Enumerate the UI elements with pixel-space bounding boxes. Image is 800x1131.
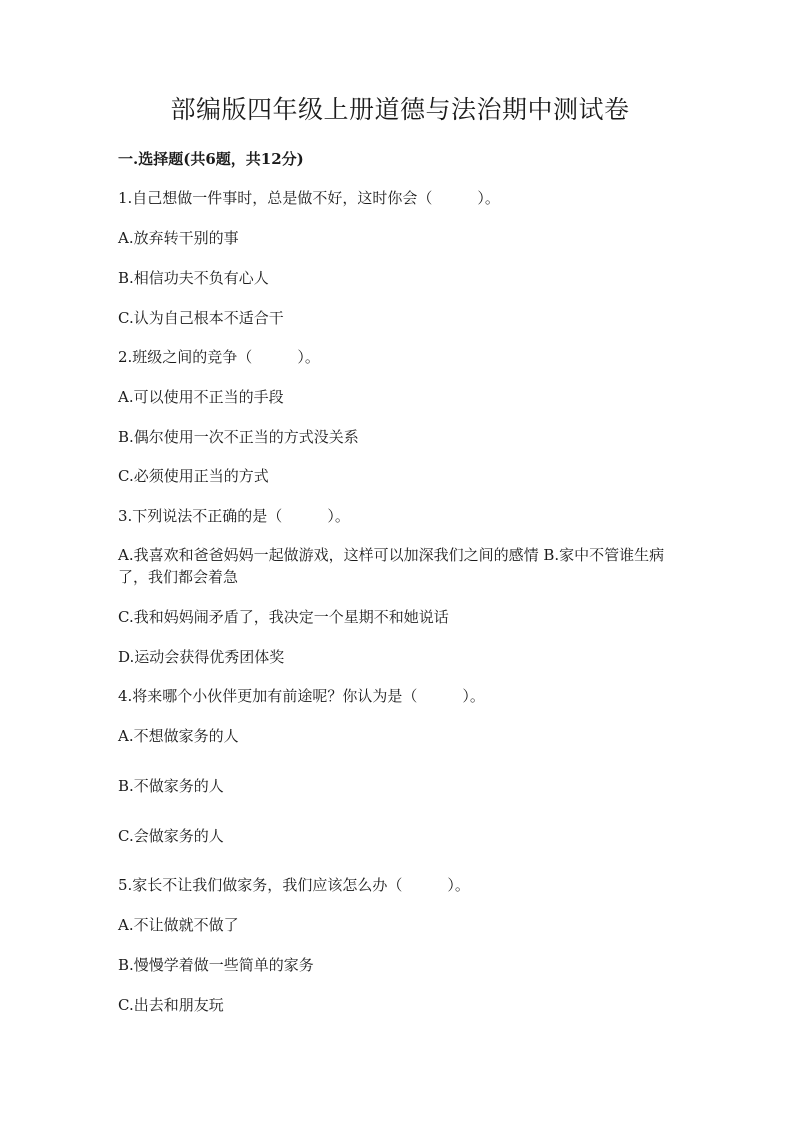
question-1-option-c: C.认为自己根本不适合干 <box>118 309 284 327</box>
question-1-option-a: A.放弃转干别的事 <box>118 229 239 247</box>
question-1-option-b: B.相信功夫不负有心人 <box>118 269 269 287</box>
question-2-option-c: C.必须使用正当的方式 <box>118 467 269 485</box>
section-heading: 一.选择题(共6题，共12分) <box>118 150 304 168</box>
question-4-stem: 4.将来哪个小伙伴更加有前途呢？你认为是（ ）。 <box>118 687 485 705</box>
question-3-option-c: C.我和妈妈闹矛盾了，我决定一个星期不和她说话 <box>118 608 449 626</box>
question-5-option-c: C.出去和朋友玩 <box>118 996 224 1014</box>
question-2-stem: 2.班级之间的竞争（ ）。 <box>118 348 320 366</box>
question-3-option-ab: A.我喜欢和爸爸妈妈一起做游戏，这样可以加深我们之间的感情 B.家中不管谁生病了，我们都会着急 <box>118 546 665 586</box>
question-5-option-b: B.慢慢学着做一些简单的家务 <box>118 956 314 974</box>
question-3-stem: 3.下列说法不正确的是（ ）。 <box>118 507 350 525</box>
page-title: 部编版四年级上册道德与法治期中测试卷 <box>170 95 630 124</box>
question-2-option-a: A.可以使用不正当的手段 <box>118 388 284 406</box>
question-4-option-b: B.不做家务的人 <box>118 777 224 795</box>
question-4-option-c: C.会做家务的人 <box>118 827 224 845</box>
question-4-option-a: A.不想做家务的人 <box>118 727 239 745</box>
question-3-option-d: D.运动会获得优秀团体奖 <box>118 648 285 666</box>
question-1-stem: 1.自己想做一件事时，总是做不好，这时你会（ ）。 <box>118 189 500 207</box>
question-5-option-a: A.不让做就不做了 <box>118 916 239 934</box>
question-5-stem: 5.家长不让我们做家务，我们应该怎么办（ ）。 <box>118 876 470 894</box>
question-2-option-b: B.偶尔使用一次不正当的方式没关系 <box>118 428 359 446</box>
